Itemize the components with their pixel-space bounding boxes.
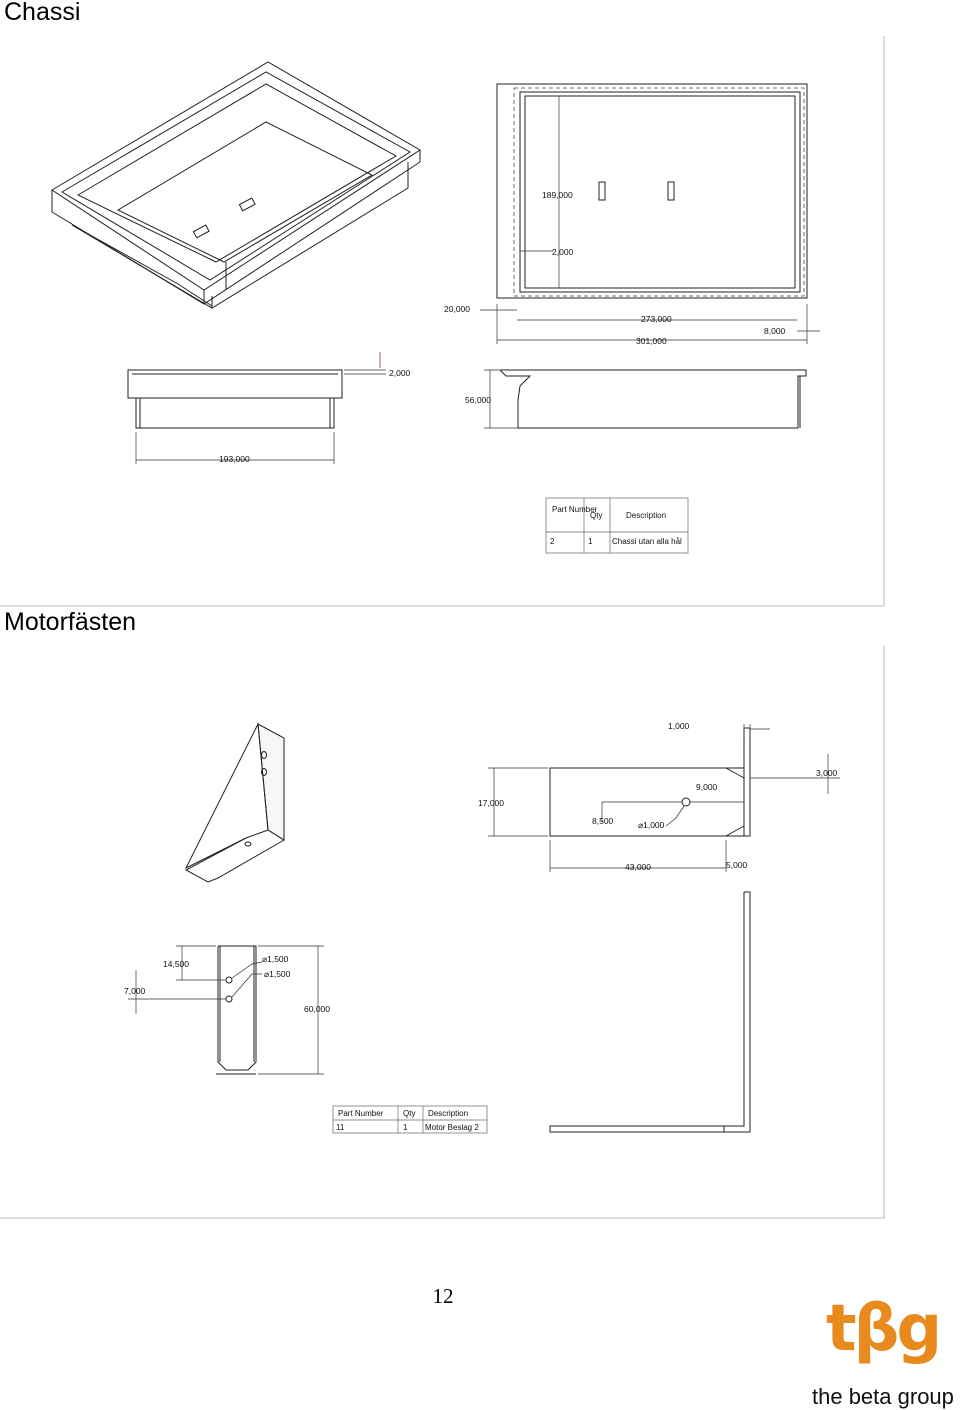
dim-9: 9,000 bbox=[696, 782, 718, 792]
dim-5: 5,000 bbox=[726, 860, 748, 870]
dim-14-5: 14,500 bbox=[163, 959, 189, 969]
section-title-motor: Motorfästen bbox=[4, 608, 137, 636]
dim-301: 301,000 bbox=[636, 336, 667, 346]
chassi-bom-table bbox=[546, 498, 688, 553]
dim-43: 43,000 bbox=[625, 862, 651, 872]
dim-60: 60,000 bbox=[304, 1004, 330, 1014]
dim-hole-1: ⌀1,000 bbox=[638, 820, 665, 830]
motor-bracket-side-view bbox=[550, 892, 750, 1132]
dim-273: 273,000 bbox=[641, 314, 672, 324]
chassi-side-view-short bbox=[128, 352, 411, 464]
motor-bom-table bbox=[333, 1106, 487, 1133]
dim-8-5: 8,500 bbox=[592, 816, 614, 826]
motor-bracket-front-view bbox=[478, 721, 840, 872]
chassi-drawing-svg bbox=[0, 30, 890, 608]
chassi-drawing bbox=[0, 30, 890, 608]
dim-2: 2,000 bbox=[552, 247, 574, 257]
bom-header-qty: Qty bbox=[590, 511, 603, 520]
dim-3: 3,000 bbox=[816, 768, 838, 778]
motor-bracket-top-view bbox=[124, 946, 330, 1074]
motor-bracket-drawing-svg bbox=[0, 640, 890, 1222]
bom-header-description: Description bbox=[428, 1109, 469, 1118]
dim-56: 56,000 bbox=[465, 395, 491, 405]
chassi-top-view bbox=[444, 84, 820, 346]
dim-lip-2: 2,000 bbox=[389, 368, 411, 378]
bom-cell-qty: 1 bbox=[403, 1123, 408, 1132]
motor-bracket-drawing bbox=[0, 640, 890, 1222]
logo-text: the beta group bbox=[812, 1384, 954, 1409]
section-title-chassi: Chassi bbox=[4, 0, 81, 26]
dim-hole-1-5-a: ⌀1,500 bbox=[262, 954, 289, 964]
bom-header-description: Description bbox=[626, 511, 667, 520]
dim-189: 189,000 bbox=[542, 190, 573, 200]
dim-17: 17,000 bbox=[478, 798, 504, 808]
bom-header-part: Part Number bbox=[338, 1109, 384, 1118]
beta-group-logo bbox=[812, 1290, 960, 1410]
dim-20: 20,000 bbox=[444, 304, 470, 314]
bom-cell-description: Motor Beslag 2 bbox=[425, 1123, 479, 1132]
bom-cell-part: 11 bbox=[336, 1123, 345, 1132]
bom-cell-qty: 1 bbox=[588, 537, 593, 546]
chassi-side-view-long bbox=[465, 370, 806, 428]
page-number: 12 bbox=[432, 1284, 454, 1308]
dim-hole-1-5-b: ⌀1,500 bbox=[264, 969, 291, 979]
dim-7: 7,000 bbox=[124, 986, 146, 996]
bom-header-qty: Qty bbox=[403, 1109, 416, 1118]
logo-mark: tβg bbox=[826, 1292, 940, 1366]
bom-header-part: Part Number bbox=[552, 505, 598, 514]
dim-193: 193,000 bbox=[219, 454, 250, 464]
bom-cell-description: Chassi utan alla hål bbox=[612, 537, 682, 546]
dim-1: 1,000 bbox=[668, 721, 690, 731]
chassi-isometric-view bbox=[52, 62, 420, 308]
motor-bracket-isometric-view bbox=[186, 724, 284, 882]
bom-cell-part: 2 bbox=[550, 537, 555, 546]
dim-8: 8,000 bbox=[764, 326, 786, 336]
